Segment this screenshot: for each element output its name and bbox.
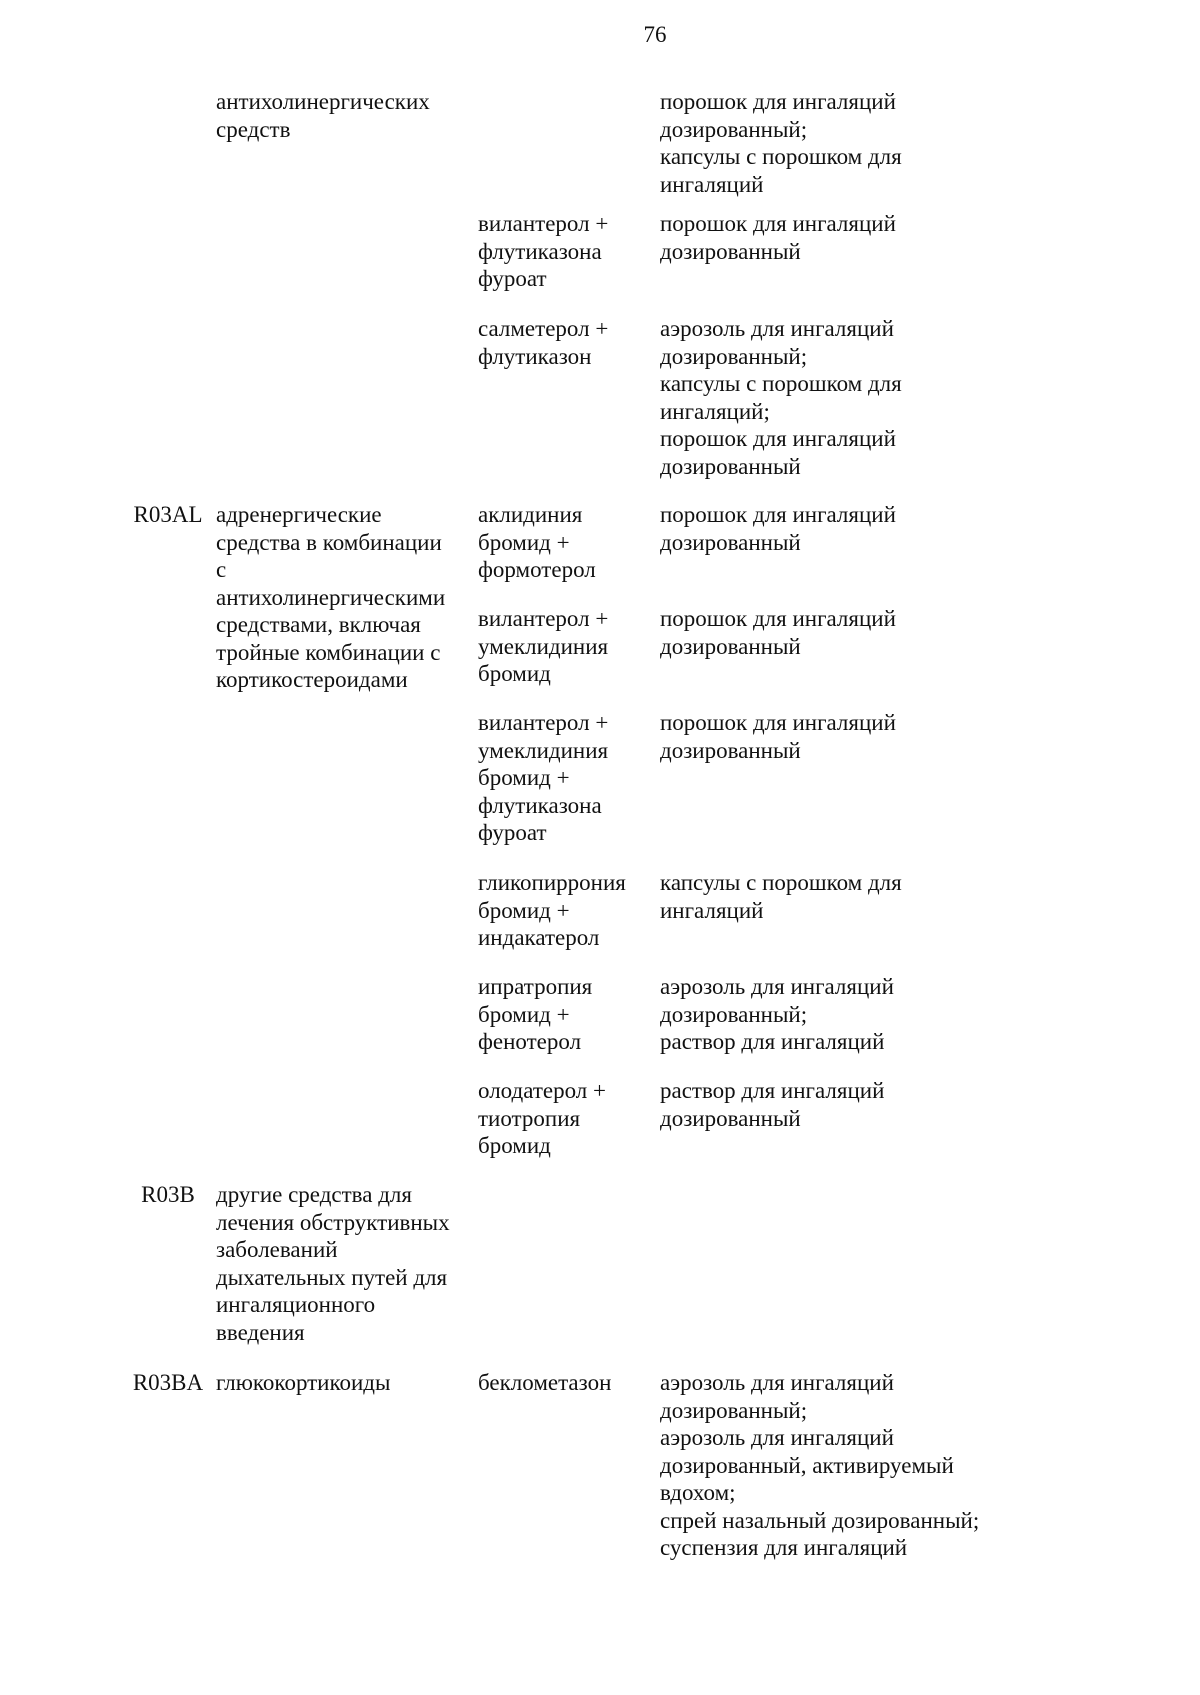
drug-group-cell: глюкокортикоиды — [216, 1370, 391, 1395]
dosage-form-cell: порошок для ингаляций дозированный — [660, 606, 896, 659]
drug-group-cell: другие средства для лечения обструктивных заболеваний дыхательных путей для ингаляционного введения — [216, 1182, 450, 1345]
atc-code-cell: R03BA — [132, 1370, 204, 1395]
table-row — [120, 1369, 1020, 1569]
drug-name-cell: ипратропия бромид + фенотерол — [478, 974, 593, 1054]
drug-name-cell: беклометазон — [478, 1370, 612, 1395]
dosage-form-cell: аэрозоль для ингаляций дозированный; раствор для ингаляций — [660, 974, 894, 1054]
table-row — [120, 88, 1020, 210]
drug-name-cell: вилантерол + умеклидиния бромид — [478, 606, 609, 686]
table-row — [120, 709, 1020, 869]
drug-group-cell: адренергические средства в комбинации с антихолинергическими средствами, включая тройные комбинации с кортикостероидами — [216, 502, 446, 692]
drug-name-cell: олодатерол + тиотропия бромид — [478, 1078, 606, 1158]
dosage-form-cell: порошок для ингаляций дозированный — [660, 211, 896, 264]
dosage-form-cell: порошок для ингаляций дозированный — [660, 710, 896, 763]
atc-code-cell: R03B — [141, 1182, 195, 1207]
drug-classification-table — [120, 88, 1020, 1569]
dosage-form-cell: аэрозоль для ингаляций дозированный; аэрозоль для ингаляций дозированный, активируемый вдохом; спрей назальный дозированный; суспензия для ингаляций — [660, 1370, 980, 1560]
dosage-form-cell: раствор для ингаляций дозированный — [660, 1078, 885, 1131]
drug-name-cell: салметерол + флутиказон — [478, 316, 609, 369]
page-number: 76 — [643, 22, 667, 47]
dosage-form-cell: порошок для ингаляций дозированный — [660, 502, 896, 555]
drug-name-cell: вилантерол + флутиказона фуроат — [478, 211, 609, 291]
dosage-form-cell: капсулы с порошком для ингаляций — [660, 870, 902, 923]
drug-group-cell: антихолинергических средств — [216, 89, 430, 142]
drug-name-cell: аклидиния бромид + формотерол — [478, 502, 596, 582]
drug-name-cell: гликопиррония бромид + индакатерол — [478, 870, 626, 950]
table-row — [120, 1077, 1020, 1181]
table-row — [120, 973, 1020, 1077]
atc-code-cell: R03AL — [133, 502, 203, 527]
table-row — [120, 869, 1020, 973]
table-row — [120, 315, 1020, 501]
dosage-form-cell: порошок для ингаляций дозированный; капсулы с порошком для ингаляций — [660, 89, 902, 197]
table-row — [120, 210, 1020, 315]
drug-name-cell: вилантерол + умеклидиния бромид + флутиказона фуроат — [478, 710, 609, 845]
dosage-form-cell: аэрозоль для ингаляций дозированный; капсулы с порошком для ингаляций; порошок для ингаляций дозированный — [660, 316, 902, 479]
table-row — [120, 1181, 1020, 1369]
